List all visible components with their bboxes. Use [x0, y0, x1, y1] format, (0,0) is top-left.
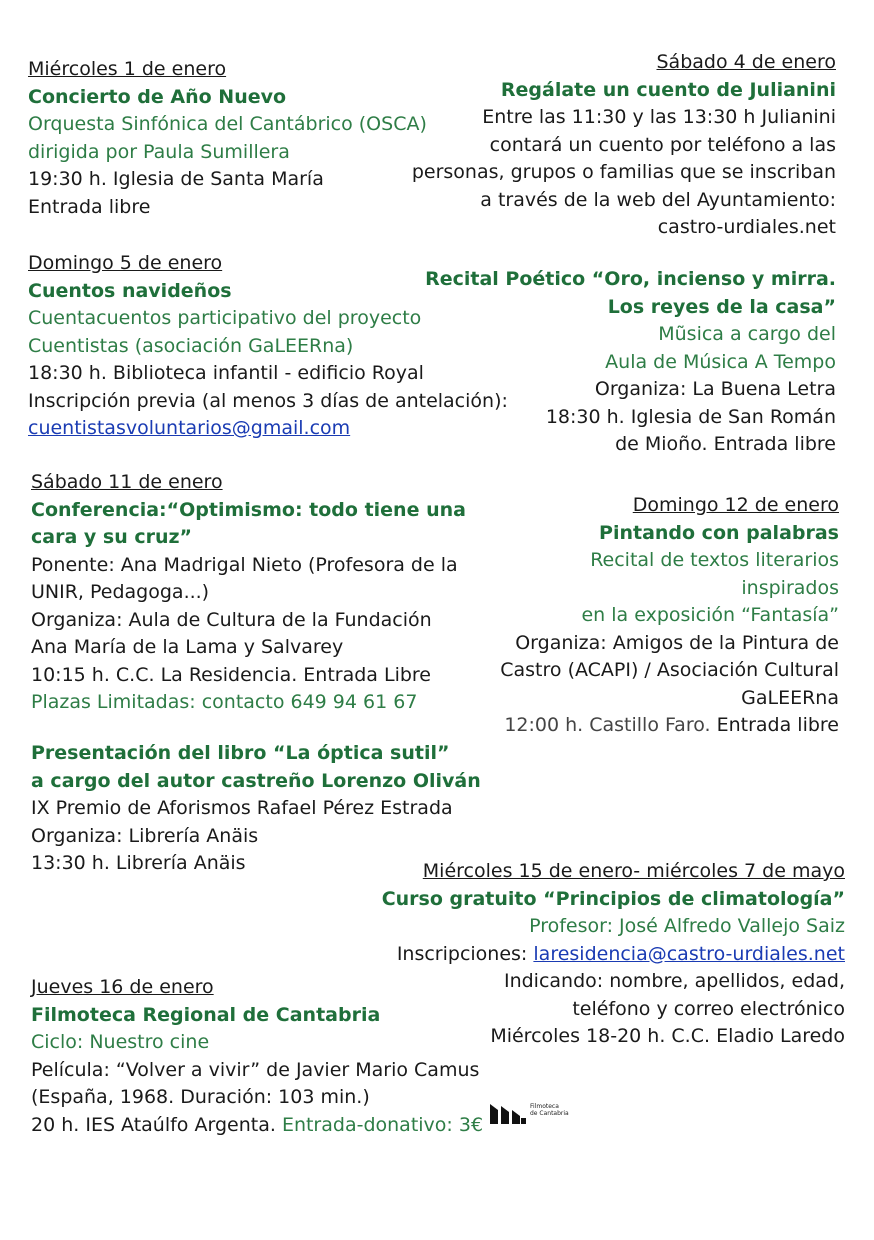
event-line: Orquesta Sinfónica del Cantábrico (OSCA) — [28, 113, 427, 135]
event-title: Recital Poético “Oro, incienso y mirra. — [425, 268, 836, 290]
event-title: Conferencia:“Optimismo: todo tiene una — [31, 498, 466, 521]
event-line: Profesor: José Alfredo Vallejo Saiz — [529, 915, 845, 937]
event-time: 12:00 h. Castillo Faro. — [504, 714, 711, 736]
event-recital-poetico — [425, 266, 836, 459]
event-title: Pintando con palabras — [599, 521, 839, 544]
event-entry: Entrada-donativo: 3€ — [281, 1113, 484, 1136]
event-line: 18:30 h. Iglesia de San Román — [545, 405, 836, 428]
event-concierto — [28, 56, 427, 221]
event-line: 10:15 h. C.C. La Residencia. Entrada Libre — [31, 663, 431, 686]
event-line — [500, 712, 839, 740]
event-line: Ana María de la Lama y Salvarey — [31, 636, 344, 658]
event-line — [31, 1112, 483, 1140]
event-line: (España, 1968. Duración: 103 min.) — [31, 1086, 370, 1108]
event-line: Organiza: Aula de Cultura de la Fundación — [31, 608, 432, 631]
event-date: Miércoles 1 de enero — [28, 58, 227, 80]
event-line: Cuentacuentos participativo del proyecto — [28, 307, 422, 329]
event-line: dirigida por Paula Sumillera — [28, 140, 290, 163]
event-title: Curso gratuito “Principios de climatología” — [381, 887, 845, 910]
event-line: teléfono y correo electrónico — [572, 997, 845, 1020]
event-line: Inscripción previa (al menos 3 días de antelación): — [28, 389, 508, 412]
event-line: Ciclo: Nuestro cine — [31, 1031, 210, 1053]
event-line: Organiza: La Buena Letra — [594, 378, 836, 400]
event-line: de Mioño. Entrada libre — [615, 433, 836, 455]
event-date: Miércoles 15 de enero- miércoles 7 de mayo — [422, 860, 845, 882]
event-line: Mũsica a cargo del — [658, 323, 836, 345]
event-conferencia — [31, 469, 466, 717]
event-title: Regálate un cuento de Julianini — [500, 78, 836, 101]
event-filmoteca — [31, 974, 483, 1139]
event-title: Presentación del libro “La óptica sutil” — [31, 742, 450, 764]
event-line — [382, 941, 845, 969]
event-title: a cargo del autor castreño Lorenzo Oliván — [31, 769, 481, 792]
event-line: Aula de Música A Tempo — [605, 350, 836, 373]
event-date: Domingo 5 de enero — [28, 252, 223, 274]
event-title: cara y su cruz” — [31, 526, 193, 548]
filmoteca-logo-icon — [490, 1102, 526, 1124]
filmoteca-logo-text — [530, 1104, 569, 1117]
logo-line: de Cantabria — [530, 1109, 569, 1117]
email-link[interactable]: laresidencia@castro-urdiales.net — [533, 942, 845, 965]
event-line: castro-urdiales.net — [657, 216, 836, 238]
event-line: en la exposición “Fantasía” — [581, 604, 839, 626]
event-line: UNIR, Pedagoga...) — [31, 581, 210, 603]
event-line: a través de la web del Ayuntamiento: — [480, 188, 836, 211]
event-line: Entrada libre — [28, 195, 151, 218]
event-line: inspirados — [741, 576, 839, 599]
event-line: Organiza: Librería Anäis — [31, 824, 259, 847]
event-line: contará un cuento por teléfono a las — [489, 133, 836, 156]
event-line: IX Premio de Aforismos Rafael Pérez Estrada — [31, 797, 453, 819]
event-line: Miércoles 18-20 h. C.C. Eladio Laredo — [490, 1025, 845, 1047]
event-line: 18:30 h. Biblioteca infantil - edificio Royal — [28, 362, 424, 384]
email-link[interactable]: cuentistasvoluntarios@gmail.com — [28, 417, 351, 439]
event-title: Concierto de Año Nuevo — [28, 85, 287, 108]
event-line: 19:30 h. Iglesia de Santa María — [28, 168, 324, 190]
event-line: Cuentistas (asociación GaLEERna) — [28, 334, 354, 357]
event-date: Domingo 12 de enero — [632, 494, 839, 516]
event-date: Sábado 4 de enero — [656, 51, 836, 73]
event-line: 13:30 h. Librería Anäis — [31, 852, 246, 874]
event-line: Película: “Volver a vivir” de Javier Mario Camus — [31, 1058, 480, 1081]
event-label: Inscripciones: — [396, 942, 528, 965]
event-date: Jueves 16 de enero — [31, 976, 214, 998]
event-line: Ponente: Ana Madrigal Nieto (Profesora de la — [31, 553, 458, 576]
event-line: Castro (ACAPI) / Asociación Cultural — [500, 659, 839, 681]
logo-line: Filmoteca — [530, 1103, 559, 1110]
event-presentacion-libro — [31, 740, 481, 878]
event-title: Cuentos navideños — [28, 279, 232, 302]
event-line: Plazas Limitadas: contacto 649 94 61 67 — [31, 691, 418, 713]
event-cuento-julianini — [412, 49, 836, 242]
event-title: Los reyes de la casa” — [607, 295, 836, 318]
event-line: Entre las 11:30 y las 13:30 h Julianini — [482, 106, 836, 128]
event-title: Filmoteca Regional de Cantabria — [31, 1003, 381, 1026]
event-line: Recital de textos literarios — [590, 549, 839, 571]
event-line: personas, grupos o familias que se inscriban — [411, 161, 836, 183]
filmoteca-logo — [490, 1102, 590, 1126]
event-line: Indicando: nombre, apellidos, edad, — [503, 970, 845, 992]
event-date: Sábado 11 de enero — [31, 471, 223, 493]
event-line: GaLEERna — [741, 686, 839, 709]
event-time: 20 h. IES Ataúlfo Argenta. — [31, 1113, 276, 1136]
event-line: Organiza: Amigos de la Pintura de — [515, 631, 839, 654]
event-pintando-palabras — [500, 492, 839, 740]
event-entry: Entrada libre — [716, 714, 839, 736]
